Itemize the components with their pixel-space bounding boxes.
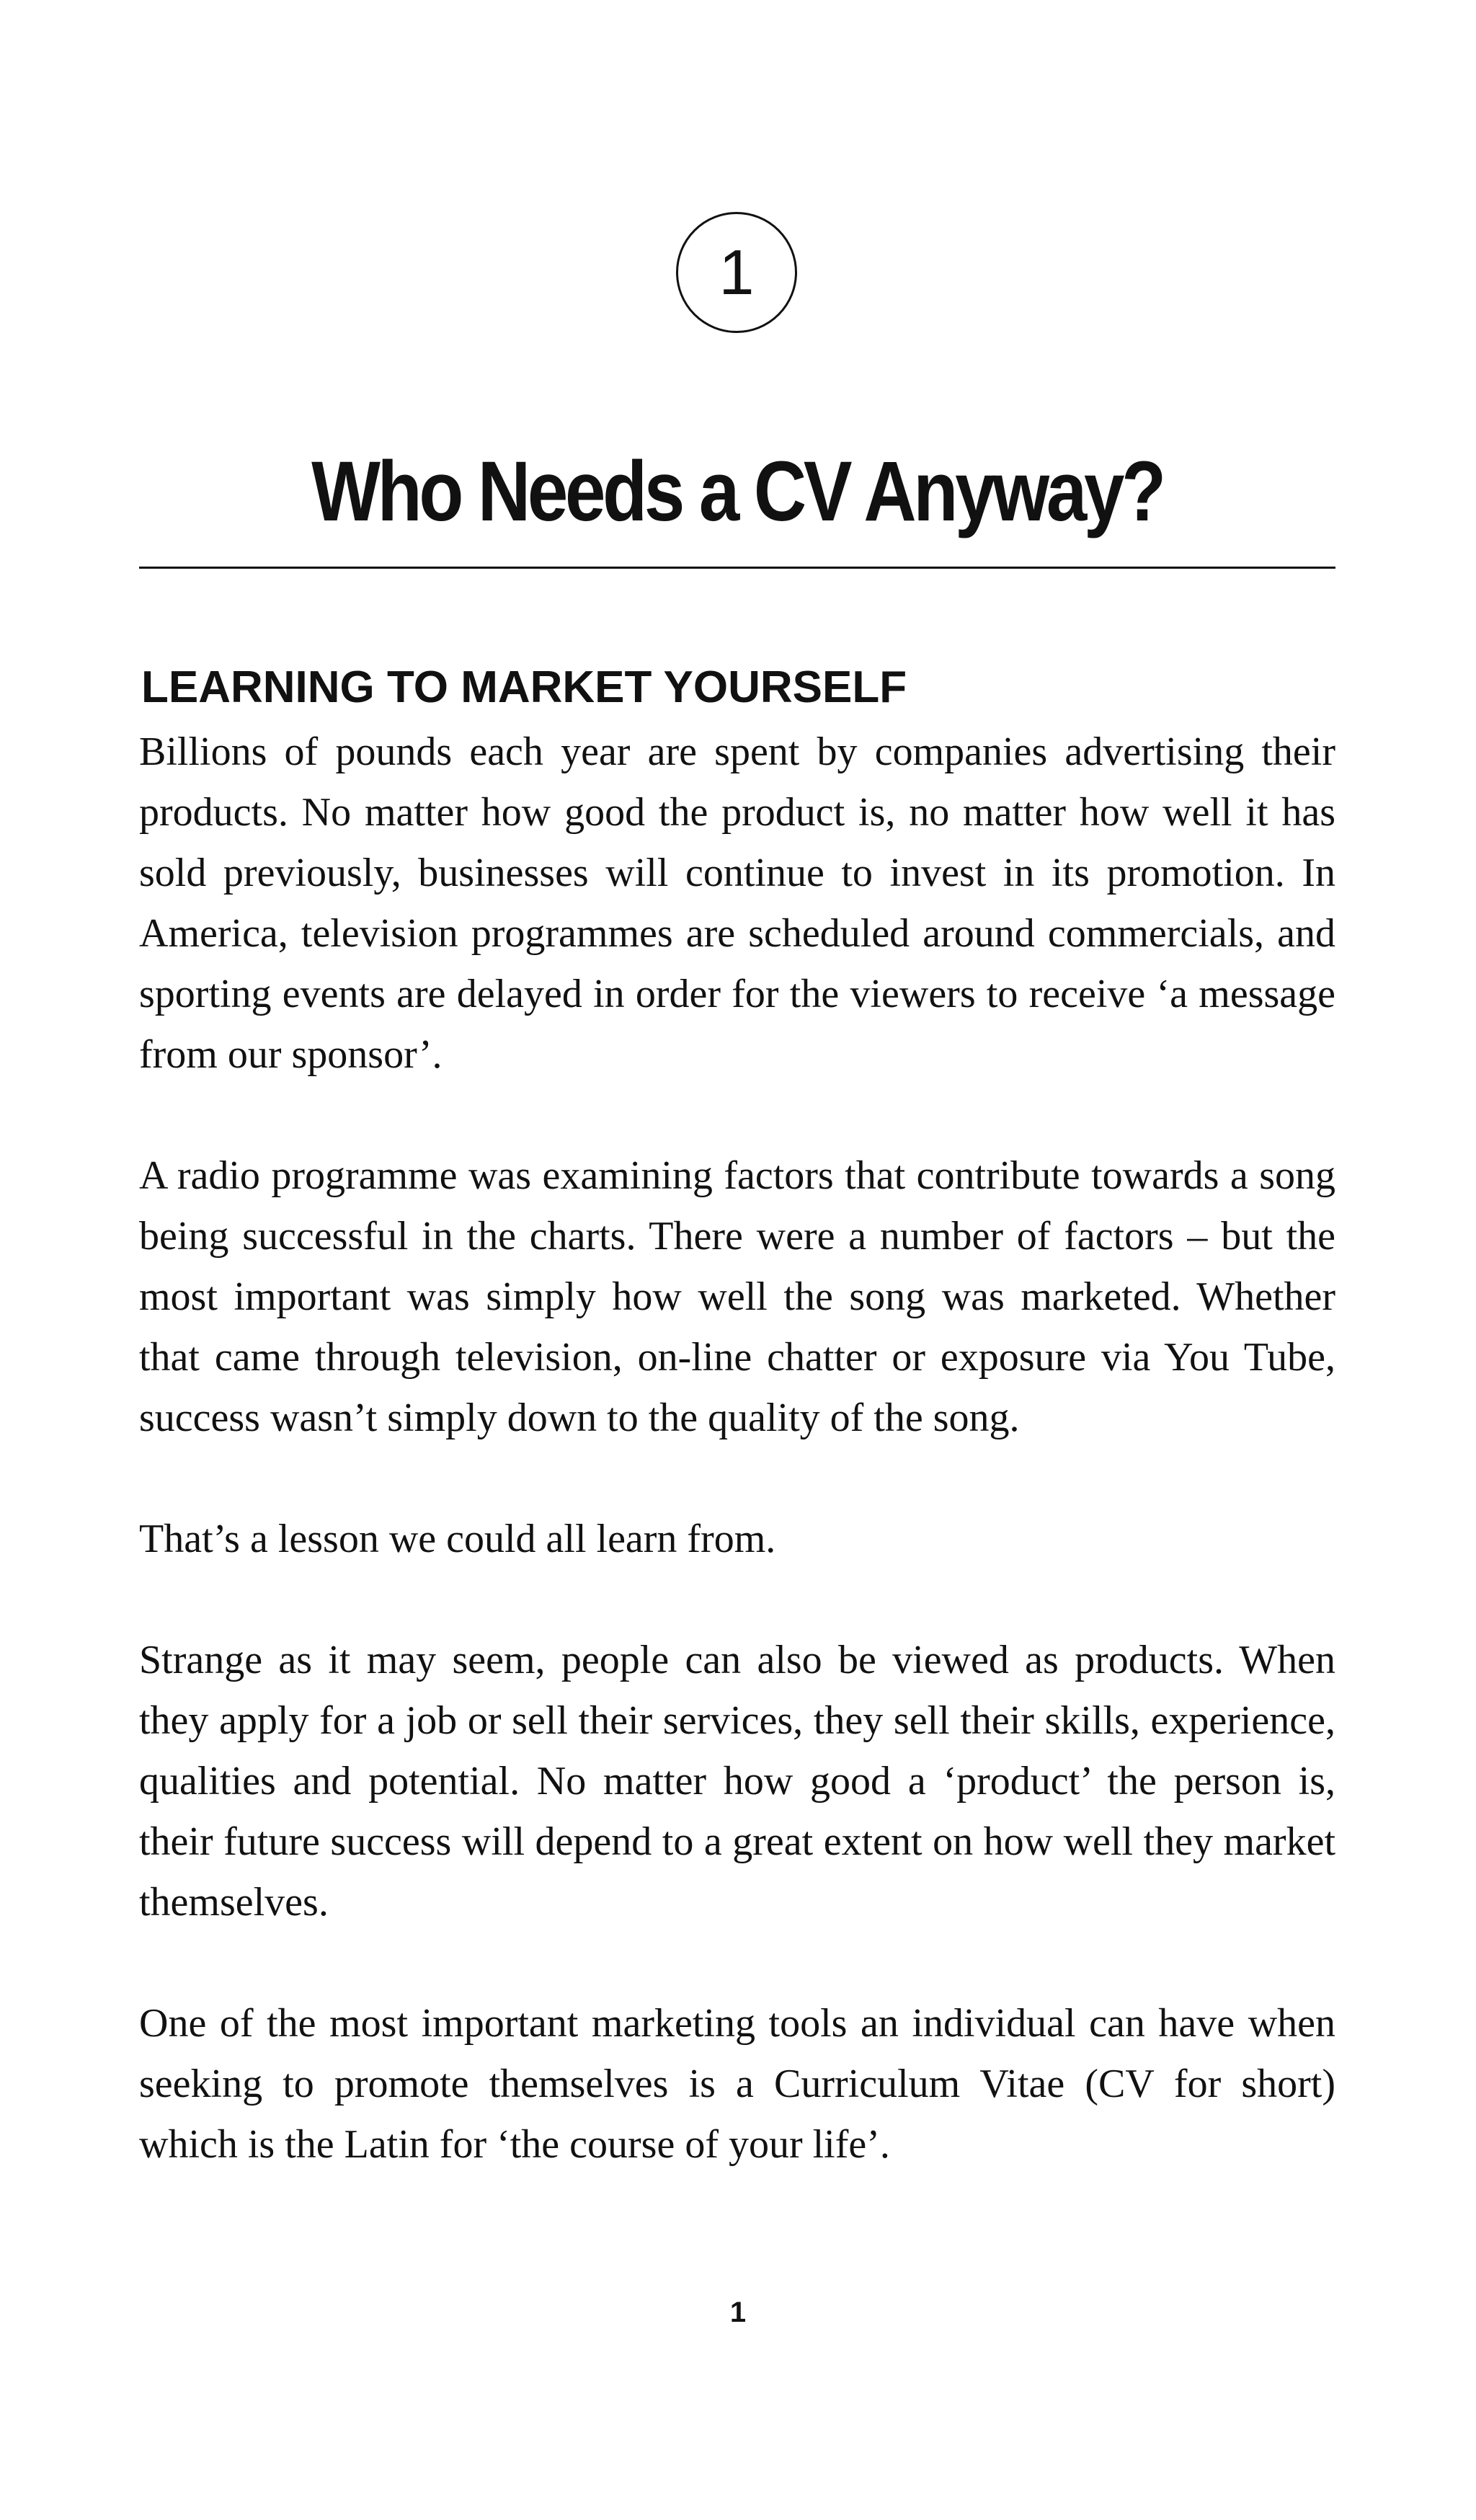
paragraph: A radio programme was examining factors that contribute towards a song being successful in the charts. There were a number of factors – but the most important was simply how well the song was marketed. Whether that came through television, on-line chatter or exposure via You Tube, success wasn’t simply down to the quality of the song. bbox=[139, 1153, 1335, 1440]
paragraph: Strange as it may seem, people can also be viewed as products. When they apply for a job or sell their services, they sell their skills, experience, qualities and potential. No matter how good a ‘product’ the person is, their future success will depend to a great extent on how well they market themselves. bbox=[139, 1638, 1335, 1925]
chapter-number: 1 bbox=[719, 236, 755, 308]
paragraph: One of the most important marketing tools an individual can have when seeking to promote themselves is a Curriculum Vitae (CV for short) which is the Latin for ‘the course of your life’. bbox=[139, 2001, 1335, 2167]
chapter-title: Who Needs a CV Anyway? bbox=[311, 444, 1163, 539]
section-heading: LEARNING TO MARKET YOURSELF bbox=[141, 662, 907, 712]
paragraph: That’s a lesson we could all learn from. bbox=[139, 1517, 776, 1561]
chapter-number-badge bbox=[676, 212, 797, 333]
page-number: 1 bbox=[729, 2297, 747, 2328]
title-divider bbox=[139, 567, 1335, 569]
paragraph: Billions of pounds each year are spent by companies advertising their products. No matter how good the product is, no matter how well it has sold previously, businesses will continue to invest in its promotion. In America, television programmes are scheduled around commercials, and sporting events are delayed in order for the viewers to receive ‘a message from our sponsor’. bbox=[139, 729, 1335, 1077]
body-text bbox=[139, 722, 1335, 2235]
